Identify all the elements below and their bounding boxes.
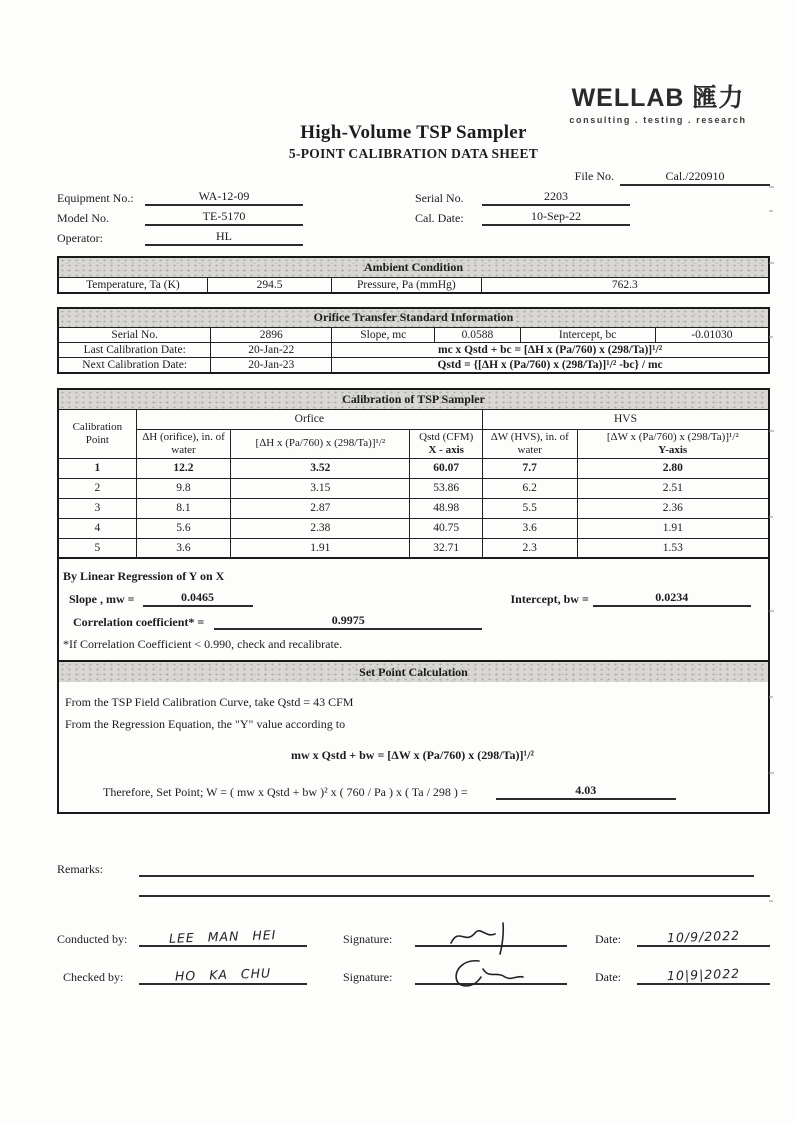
- calibration-table: [57, 388, 770, 559]
- temperature-label: Temperature, Ta (K): [58, 277, 207, 293]
- scan-artifact: [769, 696, 773, 698]
- intercept-bw-value: 0.0234: [593, 590, 751, 607]
- regression-slope-row: [63, 590, 768, 607]
- col-dw-hvs: ΔW (HVS), in. of water: [482, 429, 577, 458]
- col-qstd: [410, 429, 483, 458]
- checked-by-name-line: [139, 967, 307, 985]
- date-value-2: 10|9|2022: [666, 965, 741, 984]
- cal-dw: 2.3: [482, 538, 577, 558]
- col-qstd-line1: Qstd (CFM): [419, 430, 474, 443]
- correlation-value: 0.9975: [214, 613, 482, 630]
- cal-point: 5: [58, 538, 136, 558]
- remarks-row: [57, 862, 770, 877]
- correlation-label: Correlation coefficient* =: [73, 615, 205, 629]
- cal-dw: 7.7: [482, 458, 577, 478]
- pressure-label: Pressure, Pa (mmHg): [332, 277, 481, 293]
- cal-dh-sqrt: 3.52: [231, 458, 410, 478]
- serial-no-label: Serial No.: [415, 191, 464, 205]
- operator-value: HL: [145, 229, 303, 246]
- slope-mw-value: 0.0465: [143, 590, 253, 607]
- cal-dw: 3.6: [482, 518, 577, 538]
- wellab-logo-text: WELLAB 匯力: [571, 84, 745, 112]
- scan-artifact: [769, 516, 773, 518]
- intercept-bw-label: Intercept, bw =: [510, 592, 589, 606]
- col-dh-formula: [ΔH x (Pa/760) x (298/Ta)]¹/²: [231, 429, 410, 458]
- checked-by-label: Checked by:: [63, 970, 124, 984]
- cal-dw: 5.5: [482, 498, 577, 518]
- cal-point: 4: [58, 518, 136, 538]
- date-line-2: [637, 967, 770, 985]
- signature-scribble-2: [445, 957, 535, 993]
- calibration-row-5: [58, 538, 769, 558]
- calibration-row-4: [58, 518, 769, 538]
- wellab-logo-tagline: consulting . testing . research: [569, 115, 747, 125]
- scan-artifact: [769, 610, 774, 612]
- cal-dh: 12.2: [136, 458, 231, 478]
- ambient-condition-title: Ambient Condition: [58, 257, 769, 277]
- set-point-formula: mw x Qstd + bw = [ΔW x (Pa/760) x (298/Ta)]¹/²: [290, 748, 535, 762]
- serial-no-value: 2203: [482, 189, 630, 206]
- cal-dw-sqrt: 2.80: [577, 458, 769, 478]
- cal-dw-sqrt: 1.53: [577, 538, 769, 558]
- slope-mc-value: 0.0588: [435, 328, 520, 343]
- next-cal-date-value: 20-Jan-23: [211, 358, 332, 374]
- col-dw-yaxis: Y-axis: [658, 443, 688, 456]
- cal-qstd: 32.71: [410, 538, 483, 558]
- cal-qstd: 60.07: [410, 458, 483, 478]
- calibration-title: Calibration of TSP Sampler: [58, 389, 769, 409]
- cal-dh-sqrt: 2.87: [231, 498, 410, 518]
- cal-qstd: 53.86: [410, 478, 483, 498]
- orifice-formula-1: mc x Qstd + bc = [ΔH x (Pa/760) x (298/Ta)]¹/²: [332, 343, 769, 358]
- cal-qstd: 48.98: [410, 498, 483, 518]
- slope-mc-label: Slope, mc: [332, 328, 435, 343]
- intercept-bc-value: -0.01030: [655, 328, 769, 343]
- orifice-serial-label: Serial No.: [58, 328, 211, 343]
- scan-artifact: [769, 772, 774, 774]
- date-line-1: [637, 929, 770, 947]
- cal-dw-sqrt: 2.51: [577, 478, 769, 498]
- calibration-row-1: [58, 458, 769, 478]
- signature-label-2: Signature:: [343, 970, 393, 984]
- group-orifice: Orfice: [136, 409, 482, 429]
- scan-artifact: [769, 430, 774, 432]
- group-hvs: HVS: [482, 409, 769, 429]
- calibration-row-3: [58, 498, 769, 518]
- orifice-serial-value: 2896: [211, 328, 332, 343]
- orifice-standard-title: Orifice Transfer Standard Information: [58, 308, 769, 328]
- file-no-row: [57, 169, 770, 186]
- cal-dw-sqrt: 1.91: [577, 518, 769, 538]
- cal-dh: 8.1: [136, 498, 231, 518]
- col-dw-formula: [577, 429, 769, 458]
- remarks-line-1: [139, 863, 754, 877]
- file-no-label: File No.: [574, 169, 614, 183]
- cal-point: 2: [58, 478, 136, 498]
- cal-date-value: 10-Sep-22: [482, 209, 630, 226]
- cal-qstd: 40.75: [410, 518, 483, 538]
- next-cal-date-label: Next Calibration Date:: [58, 358, 211, 374]
- cal-date-label: Cal. Date:: [415, 211, 464, 225]
- ambient-condition-table: [57, 256, 770, 294]
- checked-by-name: HO KA CHU: [174, 965, 272, 984]
- set-point-value: 4.03: [496, 783, 676, 800]
- equipment-no-label: Equipment No.:: [57, 191, 134, 205]
- equipment-no-value: WA-12-09: [145, 189, 303, 206]
- intercept-bc-label: Intercept, bc: [520, 328, 655, 343]
- file-no-value: Cal./220910: [620, 169, 770, 186]
- last-cal-date-value: 20-Jan-22: [211, 343, 332, 358]
- col-dw-formula-line1: [ΔW x (Pa/760) x (298/Ta)]¹/²: [606, 430, 739, 443]
- calibration-row-2: [58, 478, 769, 498]
- scan-artifact: [769, 210, 773, 212]
- scan-artifact: [769, 900, 773, 902]
- pressure-value: 762.3: [481, 277, 769, 293]
- slope-mw-label: Slope , mw =: [69, 592, 135, 606]
- linear-regression-section: [57, 559, 770, 660]
- document-title: High-Volume TSP Sampler: [300, 122, 527, 143]
- remarks-line-2: [139, 877, 770, 897]
- document-body: [57, 0, 770, 985]
- equipment-row-2: [57, 206, 770, 226]
- col-calibration-point: Calibration Point: [58, 409, 136, 458]
- cal-dh: 3.6: [136, 538, 231, 558]
- cal-point: 3: [58, 498, 136, 518]
- cal-dh: 5.6: [136, 518, 231, 538]
- date-value-1: 10/9/2022: [666, 927, 741, 946]
- set-point-line-1: From the TSP Field Calibration Curve, take Qstd = 43 CFM: [65, 695, 354, 709]
- set-point-title: Set Point Calculation: [59, 662, 768, 682]
- last-cal-date-label: Last Calibration Date:: [58, 343, 211, 358]
- remarks-label: Remarks:: [57, 862, 103, 876]
- operator-label: Operator:: [57, 231, 103, 245]
- orifice-standard-table: [57, 307, 770, 375]
- conducted-by-name: LEE MAN HEI: [169, 927, 277, 946]
- cal-point: 1: [58, 458, 136, 478]
- cal-dh-sqrt: 3.15: [231, 478, 410, 498]
- set-point-result-row: [65, 783, 760, 800]
- col-dh-orifice: ΔH (orifice), in. of water: [136, 429, 231, 458]
- conducted-by-name-line: [139, 929, 307, 947]
- checked-by-row: [57, 961, 770, 985]
- cal-dh: 9.8: [136, 478, 231, 498]
- temperature-value: 294.5: [207, 277, 331, 293]
- col-qstd-xaxis: X - axis: [428, 443, 464, 456]
- set-point-section: [57, 660, 770, 814]
- date-label-1: Date:: [595, 932, 621, 946]
- set-point-line-2: From the Regression Equation, the "Y" value according to: [65, 717, 346, 731]
- cal-dw: 6.2: [482, 478, 577, 498]
- correlation-note: *If Correlation Coefficient < 0.990, check and recalibrate.: [63, 637, 343, 651]
- equipment-row-3: [57, 226, 770, 246]
- orifice-formula-2: Qstd = {[ΔH x (Pa/760) x (298/Ta)]¹/² -bc} / mc: [332, 358, 769, 374]
- signature-scribble-1: [445, 921, 535, 955]
- signature-line-2: [415, 967, 567, 985]
- conducted-by-label: Conducted by:: [57, 932, 128, 946]
- signature-line-1: [415, 929, 567, 947]
- regression-heading: By Linear Regression of Y on X: [63, 569, 225, 583]
- set-point-therefore: Therefore, Set Point; W = ( mw x Qstd + bw )² x ( 760 / Pa ) x ( Ta / 298 ) =: [103, 785, 468, 799]
- cal-dh-sqrt: 1.91: [231, 538, 410, 558]
- model-no-value: TE-5170: [145, 209, 303, 226]
- equipment-row-1: [57, 186, 770, 206]
- scan-artifact: [769, 262, 774, 264]
- regression-corr-row: [63, 613, 768, 630]
- date-label-2: Date:: [595, 970, 621, 984]
- scan-artifact: [769, 336, 773, 338]
- document-subtitle: 5-POINT CALIBRATION DATA SHEET: [288, 146, 539, 161]
- signature-label-1: Signature:: [343, 932, 393, 946]
- model-no-label: Model No.: [57, 211, 109, 225]
- cal-dh-sqrt: 2.38: [231, 518, 410, 538]
- conducted-by-row: [57, 923, 770, 947]
- scan-artifact: [769, 186, 774, 188]
- cal-dw-sqrt: 2.36: [577, 498, 769, 518]
